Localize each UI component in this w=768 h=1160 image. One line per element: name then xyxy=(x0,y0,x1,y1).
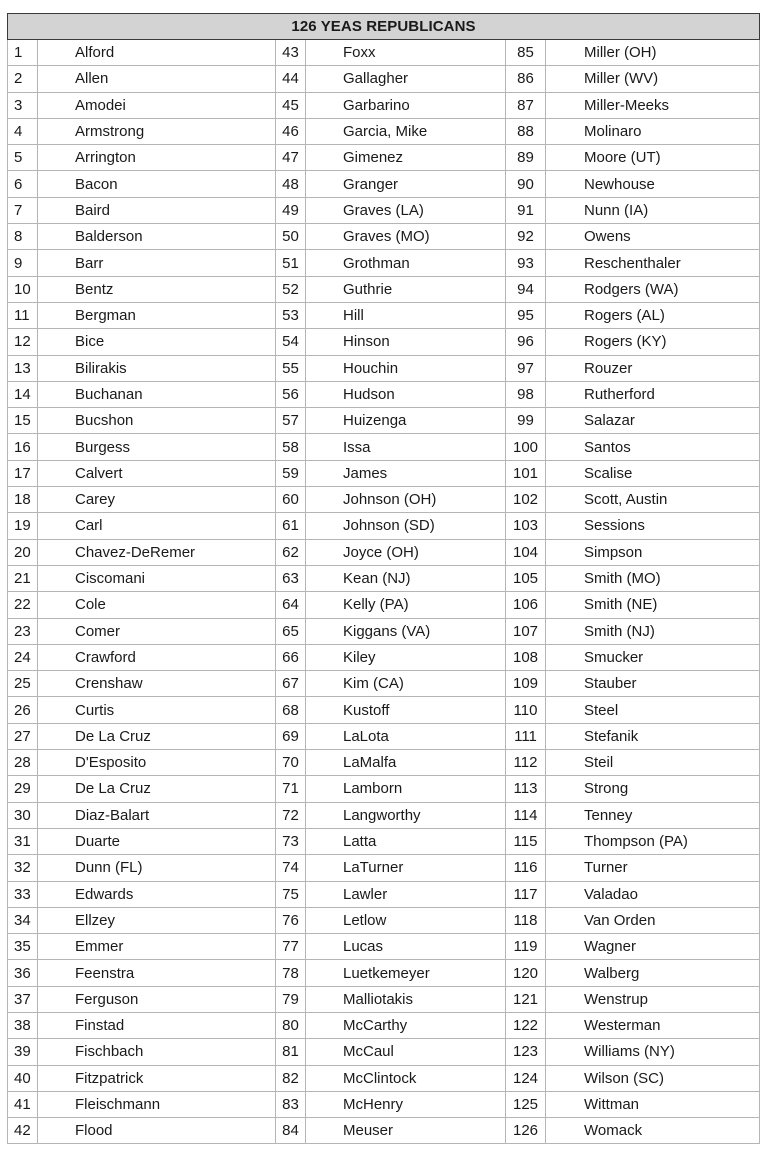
member-name: Lawler xyxy=(306,881,506,907)
member-number: 74 xyxy=(276,855,306,881)
member-name: Miller (OH) xyxy=(546,40,760,66)
member-number: 65 xyxy=(276,618,306,644)
member-name: Gallagher xyxy=(306,66,506,92)
member-number: 32 xyxy=(8,855,38,881)
member-number: 99 xyxy=(506,408,546,434)
member-name: Womack xyxy=(546,1118,760,1144)
member-name: Issa xyxy=(306,434,506,460)
member-number: 63 xyxy=(276,565,306,591)
member-name: Crawford xyxy=(38,644,276,670)
table-row xyxy=(8,907,760,933)
member-number: 19 xyxy=(8,513,38,539)
member-name: Kiggans (VA) xyxy=(306,618,506,644)
member-name: Curtis xyxy=(38,697,276,723)
member-name: Dunn (FL) xyxy=(38,855,276,881)
member-name: Bentz xyxy=(38,276,276,302)
table-row xyxy=(8,355,760,381)
table-row xyxy=(8,828,760,854)
member-name: Latta xyxy=(306,828,506,854)
table-row xyxy=(8,66,760,92)
member-number: 79 xyxy=(276,986,306,1012)
member-name: Strong xyxy=(546,776,760,802)
member-number: 55 xyxy=(276,355,306,381)
member-name: Moore (UT) xyxy=(546,145,760,171)
member-name: Ellzey xyxy=(38,907,276,933)
member-name: Houchin xyxy=(306,355,506,381)
table-row xyxy=(8,618,760,644)
member-number: 114 xyxy=(506,802,546,828)
member-number: 101 xyxy=(506,460,546,486)
member-number: 24 xyxy=(8,644,38,670)
table-row xyxy=(8,408,760,434)
member-number: 68 xyxy=(276,697,306,723)
table-row xyxy=(8,881,760,907)
member-name: Ferguson xyxy=(38,986,276,1012)
member-name: Ciscomani xyxy=(38,565,276,591)
table-row xyxy=(8,723,760,749)
member-number: 49 xyxy=(276,197,306,223)
member-number: 64 xyxy=(276,592,306,618)
member-number: 40 xyxy=(8,1065,38,1091)
yeas-table xyxy=(7,13,760,1144)
member-name: Garbarino xyxy=(306,92,506,118)
member-name: Steel xyxy=(546,697,760,723)
member-name: Lamborn xyxy=(306,776,506,802)
member-number: 57 xyxy=(276,408,306,434)
member-name: Barr xyxy=(38,250,276,276)
member-number: 15 xyxy=(8,408,38,434)
table-row xyxy=(8,224,760,250)
member-number: 118 xyxy=(506,907,546,933)
member-name: Thompson (PA) xyxy=(546,828,760,854)
member-name: Owens xyxy=(546,224,760,250)
member-name: Flood xyxy=(38,1118,276,1144)
table-row xyxy=(8,276,760,302)
table-row xyxy=(8,434,760,460)
member-number: 125 xyxy=(506,1091,546,1117)
member-number: 62 xyxy=(276,539,306,565)
table-row xyxy=(8,513,760,539)
member-name: Grothman xyxy=(306,250,506,276)
table-row xyxy=(8,802,760,828)
member-name: Miller (WV) xyxy=(546,66,760,92)
member-number: 67 xyxy=(276,671,306,697)
member-name: Fischbach xyxy=(38,1039,276,1065)
member-name: Wilson (SC) xyxy=(546,1065,760,1091)
member-number: 93 xyxy=(506,250,546,276)
member-name: Kelly (PA) xyxy=(306,592,506,618)
member-name: Nunn (IA) xyxy=(546,197,760,223)
table-row xyxy=(8,118,760,144)
member-name: Steil xyxy=(546,750,760,776)
member-number: 81 xyxy=(276,1039,306,1065)
member-name: Rogers (KY) xyxy=(546,329,760,355)
member-name: Newhouse xyxy=(546,171,760,197)
member-name: Crenshaw xyxy=(38,671,276,697)
member-number: 47 xyxy=(276,145,306,171)
member-number: 25 xyxy=(8,671,38,697)
member-number: 117 xyxy=(506,881,546,907)
member-number: 11 xyxy=(8,302,38,328)
member-name: Huizenga xyxy=(306,408,506,434)
member-number: 108 xyxy=(506,644,546,670)
table-row xyxy=(8,171,760,197)
member-name: Rogers (AL) xyxy=(546,302,760,328)
member-name: Cole xyxy=(38,592,276,618)
member-name: Balderson xyxy=(38,224,276,250)
table-row xyxy=(8,565,760,591)
member-number: 52 xyxy=(276,276,306,302)
member-name: Hinson xyxy=(306,329,506,355)
table-row xyxy=(8,381,760,407)
member-name: Granger xyxy=(306,171,506,197)
member-number: 113 xyxy=(506,776,546,802)
member-name: Meuser xyxy=(306,1118,506,1144)
member-number: 115 xyxy=(506,828,546,854)
member-number: 17 xyxy=(8,460,38,486)
member-number: 100 xyxy=(506,434,546,460)
member-number: 98 xyxy=(506,381,546,407)
table-body xyxy=(8,40,760,1144)
member-number: 111 xyxy=(506,723,546,749)
member-number: 82 xyxy=(276,1065,306,1091)
member-name: Kean (NJ) xyxy=(306,565,506,591)
member-name: Stauber xyxy=(546,671,760,697)
member-name: Edwards xyxy=(38,881,276,907)
member-name: Feenstra xyxy=(38,960,276,986)
member-number: 18 xyxy=(8,487,38,513)
member-number: 78 xyxy=(276,960,306,986)
member-name: Westerman xyxy=(546,1012,760,1038)
member-name: Comer xyxy=(38,618,276,644)
member-number: 46 xyxy=(276,118,306,144)
member-number: 10 xyxy=(8,276,38,302)
member-name: James xyxy=(306,460,506,486)
table-row xyxy=(8,1012,760,1038)
member-name: Langworthy xyxy=(306,802,506,828)
member-number: 119 xyxy=(506,934,546,960)
table-row xyxy=(8,1065,760,1091)
table-row xyxy=(8,855,760,881)
member-name: Walberg xyxy=(546,960,760,986)
table-row xyxy=(8,960,760,986)
table-row xyxy=(8,644,760,670)
member-number: 88 xyxy=(506,118,546,144)
member-name: Malliotakis xyxy=(306,986,506,1012)
table-title-row xyxy=(8,14,760,40)
member-number: 104 xyxy=(506,539,546,565)
member-name: Alford xyxy=(38,40,276,66)
member-number: 16 xyxy=(8,434,38,460)
member-name: Smith (MO) xyxy=(546,565,760,591)
member-name: LaTurner xyxy=(306,855,506,881)
member-number: 75 xyxy=(276,881,306,907)
member-name: Molinaro xyxy=(546,118,760,144)
member-number: 30 xyxy=(8,802,38,828)
member-name: Kustoff xyxy=(306,697,506,723)
member-number: 80 xyxy=(276,1012,306,1038)
member-name: Sessions xyxy=(546,513,760,539)
member-name: Tenney xyxy=(546,802,760,828)
member-name: Hill xyxy=(306,302,506,328)
table-row xyxy=(8,302,760,328)
member-name: Wagner xyxy=(546,934,760,960)
member-name: Smith (NE) xyxy=(546,592,760,618)
member-name: Scalise xyxy=(546,460,760,486)
member-name: Miller-Meeks xyxy=(546,92,760,118)
member-name: Calvert xyxy=(38,460,276,486)
member-number: 54 xyxy=(276,329,306,355)
table-row xyxy=(8,1039,760,1065)
member-name: Bilirakis xyxy=(38,355,276,381)
member-number: 77 xyxy=(276,934,306,960)
member-number: 124 xyxy=(506,1065,546,1091)
member-number: 110 xyxy=(506,697,546,723)
member-name: Arrington xyxy=(38,145,276,171)
member-number: 39 xyxy=(8,1039,38,1065)
member-number: 92 xyxy=(506,224,546,250)
table-row xyxy=(8,592,760,618)
member-name: McCaul xyxy=(306,1039,506,1065)
member-number: 126 xyxy=(506,1118,546,1144)
table-row xyxy=(8,986,760,1012)
member-number: 60 xyxy=(276,487,306,513)
member-number: 12 xyxy=(8,329,38,355)
table-row xyxy=(8,145,760,171)
member-name: Diaz-Balart xyxy=(38,802,276,828)
member-name: Kim (CA) xyxy=(306,671,506,697)
member-number: 27 xyxy=(8,723,38,749)
member-number: 90 xyxy=(506,171,546,197)
member-name: Wittman xyxy=(546,1091,760,1117)
member-name: Fitzpatrick xyxy=(38,1065,276,1091)
member-name: Rodgers (WA) xyxy=(546,276,760,302)
member-name: De La Cruz xyxy=(38,723,276,749)
member-name: Buchanan xyxy=(38,381,276,407)
member-number: 58 xyxy=(276,434,306,460)
member-name: McClintock xyxy=(306,1065,506,1091)
member-name: Rouzer xyxy=(546,355,760,381)
table-row xyxy=(8,539,760,565)
member-name: Bergman xyxy=(38,302,276,328)
member-name: Kiley xyxy=(306,644,506,670)
member-number: 41 xyxy=(8,1091,38,1117)
member-number: 71 xyxy=(276,776,306,802)
member-number: 87 xyxy=(506,92,546,118)
member-number: 48 xyxy=(276,171,306,197)
member-name: Johnson (OH) xyxy=(306,487,506,513)
member-number: 95 xyxy=(506,302,546,328)
member-number: 34 xyxy=(8,907,38,933)
table-row xyxy=(8,250,760,276)
member-number: 2 xyxy=(8,66,38,92)
member-name: Graves (MO) xyxy=(306,224,506,250)
member-number: 96 xyxy=(506,329,546,355)
table-title: 126 YEAS REPUBLICANS xyxy=(8,14,760,40)
member-number: 36 xyxy=(8,960,38,986)
member-name: Joyce (OH) xyxy=(306,539,506,565)
member-number: 106 xyxy=(506,592,546,618)
member-name: Garcia, Mike xyxy=(306,118,506,144)
member-number: 14 xyxy=(8,381,38,407)
member-number: 85 xyxy=(506,40,546,66)
table-row xyxy=(8,460,760,486)
member-number: 6 xyxy=(8,171,38,197)
member-number: 29 xyxy=(8,776,38,802)
member-name: Amodei xyxy=(38,92,276,118)
member-name: Burgess xyxy=(38,434,276,460)
member-number: 112 xyxy=(506,750,546,776)
member-name: Salazar xyxy=(546,408,760,434)
member-number: 61 xyxy=(276,513,306,539)
member-name: LaLota xyxy=(306,723,506,749)
member-number: 89 xyxy=(506,145,546,171)
member-number: 26 xyxy=(8,697,38,723)
member-number: 43 xyxy=(276,40,306,66)
member-name: Guthrie xyxy=(306,276,506,302)
member-number: 33 xyxy=(8,881,38,907)
member-number: 72 xyxy=(276,802,306,828)
member-number: 120 xyxy=(506,960,546,986)
table-row xyxy=(8,40,760,66)
table-row xyxy=(8,697,760,723)
member-number: 21 xyxy=(8,565,38,591)
member-number: 105 xyxy=(506,565,546,591)
member-name: Hudson xyxy=(306,381,506,407)
member-name: Foxx xyxy=(306,40,506,66)
member-number: 37 xyxy=(8,986,38,1012)
member-name: Carey xyxy=(38,487,276,513)
member-name: Williams (NY) xyxy=(546,1039,760,1065)
member-number: 35 xyxy=(8,934,38,960)
member-number: 56 xyxy=(276,381,306,407)
member-number: 23 xyxy=(8,618,38,644)
table-row xyxy=(8,329,760,355)
member-name: Fleischmann xyxy=(38,1091,276,1117)
member-number: 45 xyxy=(276,92,306,118)
member-name: Van Orden xyxy=(546,907,760,933)
member-number: 13 xyxy=(8,355,38,381)
member-number: 109 xyxy=(506,671,546,697)
table-row xyxy=(8,92,760,118)
member-name: Wenstrup xyxy=(546,986,760,1012)
member-number: 121 xyxy=(506,986,546,1012)
member-name: McHenry xyxy=(306,1091,506,1117)
member-number: 83 xyxy=(276,1091,306,1117)
member-name: D'Esposito xyxy=(38,750,276,776)
member-number: 22 xyxy=(8,592,38,618)
member-name: LaMalfa xyxy=(306,750,506,776)
member-name: Bucshon xyxy=(38,408,276,434)
member-number: 116 xyxy=(506,855,546,881)
member-number: 102 xyxy=(506,487,546,513)
table-row xyxy=(8,671,760,697)
member-name: Bacon xyxy=(38,171,276,197)
member-name: Turner xyxy=(546,855,760,881)
member-number: 97 xyxy=(506,355,546,381)
member-number: 66 xyxy=(276,644,306,670)
member-number: 76 xyxy=(276,907,306,933)
member-name: Stefanik xyxy=(546,723,760,749)
member-name: Carl xyxy=(38,513,276,539)
member-number: 8 xyxy=(8,224,38,250)
member-number: 28 xyxy=(8,750,38,776)
member-number: 122 xyxy=(506,1012,546,1038)
member-number: 20 xyxy=(8,539,38,565)
member-number: 73 xyxy=(276,828,306,854)
member-number: 69 xyxy=(276,723,306,749)
member-name: Finstad xyxy=(38,1012,276,1038)
member-name: Santos xyxy=(546,434,760,460)
member-number: 94 xyxy=(506,276,546,302)
member-number: 4 xyxy=(8,118,38,144)
table-row xyxy=(8,750,760,776)
member-name: Chavez-DeRemer xyxy=(38,539,276,565)
member-number: 51 xyxy=(276,250,306,276)
member-number: 84 xyxy=(276,1118,306,1144)
member-name: McCarthy xyxy=(306,1012,506,1038)
table-row xyxy=(8,1118,760,1144)
member-name: Luetkemeyer xyxy=(306,960,506,986)
table-row xyxy=(8,197,760,223)
member-number: 31 xyxy=(8,828,38,854)
member-number: 5 xyxy=(8,145,38,171)
member-number: 53 xyxy=(276,302,306,328)
table-row xyxy=(8,934,760,960)
table-row xyxy=(8,776,760,802)
member-number: 50 xyxy=(276,224,306,250)
member-name: Scott, Austin xyxy=(546,487,760,513)
member-name: Allen xyxy=(38,66,276,92)
member-number: 9 xyxy=(8,250,38,276)
member-name: De La Cruz xyxy=(38,776,276,802)
member-name: Reschenthaler xyxy=(546,250,760,276)
member-name: Graves (LA) xyxy=(306,197,506,223)
member-number: 44 xyxy=(276,66,306,92)
member-number: 3 xyxy=(8,92,38,118)
member-number: 123 xyxy=(506,1039,546,1065)
member-number: 70 xyxy=(276,750,306,776)
member-name: Emmer xyxy=(38,934,276,960)
member-name: Smucker xyxy=(546,644,760,670)
member-number: 86 xyxy=(506,66,546,92)
member-name: Rutherford xyxy=(546,381,760,407)
member-name: Johnson (SD) xyxy=(306,513,506,539)
table-row xyxy=(8,1091,760,1117)
member-name: Gimenez xyxy=(306,145,506,171)
member-name: Smith (NJ) xyxy=(546,618,760,644)
member-name: Armstrong xyxy=(38,118,276,144)
member-name: Letlow xyxy=(306,907,506,933)
member-name: Valadao xyxy=(546,881,760,907)
member-name: Lucas xyxy=(306,934,506,960)
member-number: 7 xyxy=(8,197,38,223)
member-number: 103 xyxy=(506,513,546,539)
member-number: 59 xyxy=(276,460,306,486)
member-name: Duarte xyxy=(38,828,276,854)
table-row xyxy=(8,487,760,513)
member-number: 38 xyxy=(8,1012,38,1038)
member-number: 107 xyxy=(506,618,546,644)
member-name: Baird xyxy=(38,197,276,223)
member-name: Simpson xyxy=(546,539,760,565)
member-number: 91 xyxy=(506,197,546,223)
member-number: 42 xyxy=(8,1118,38,1144)
member-name: Bice xyxy=(38,329,276,355)
member-number: 1 xyxy=(8,40,38,66)
